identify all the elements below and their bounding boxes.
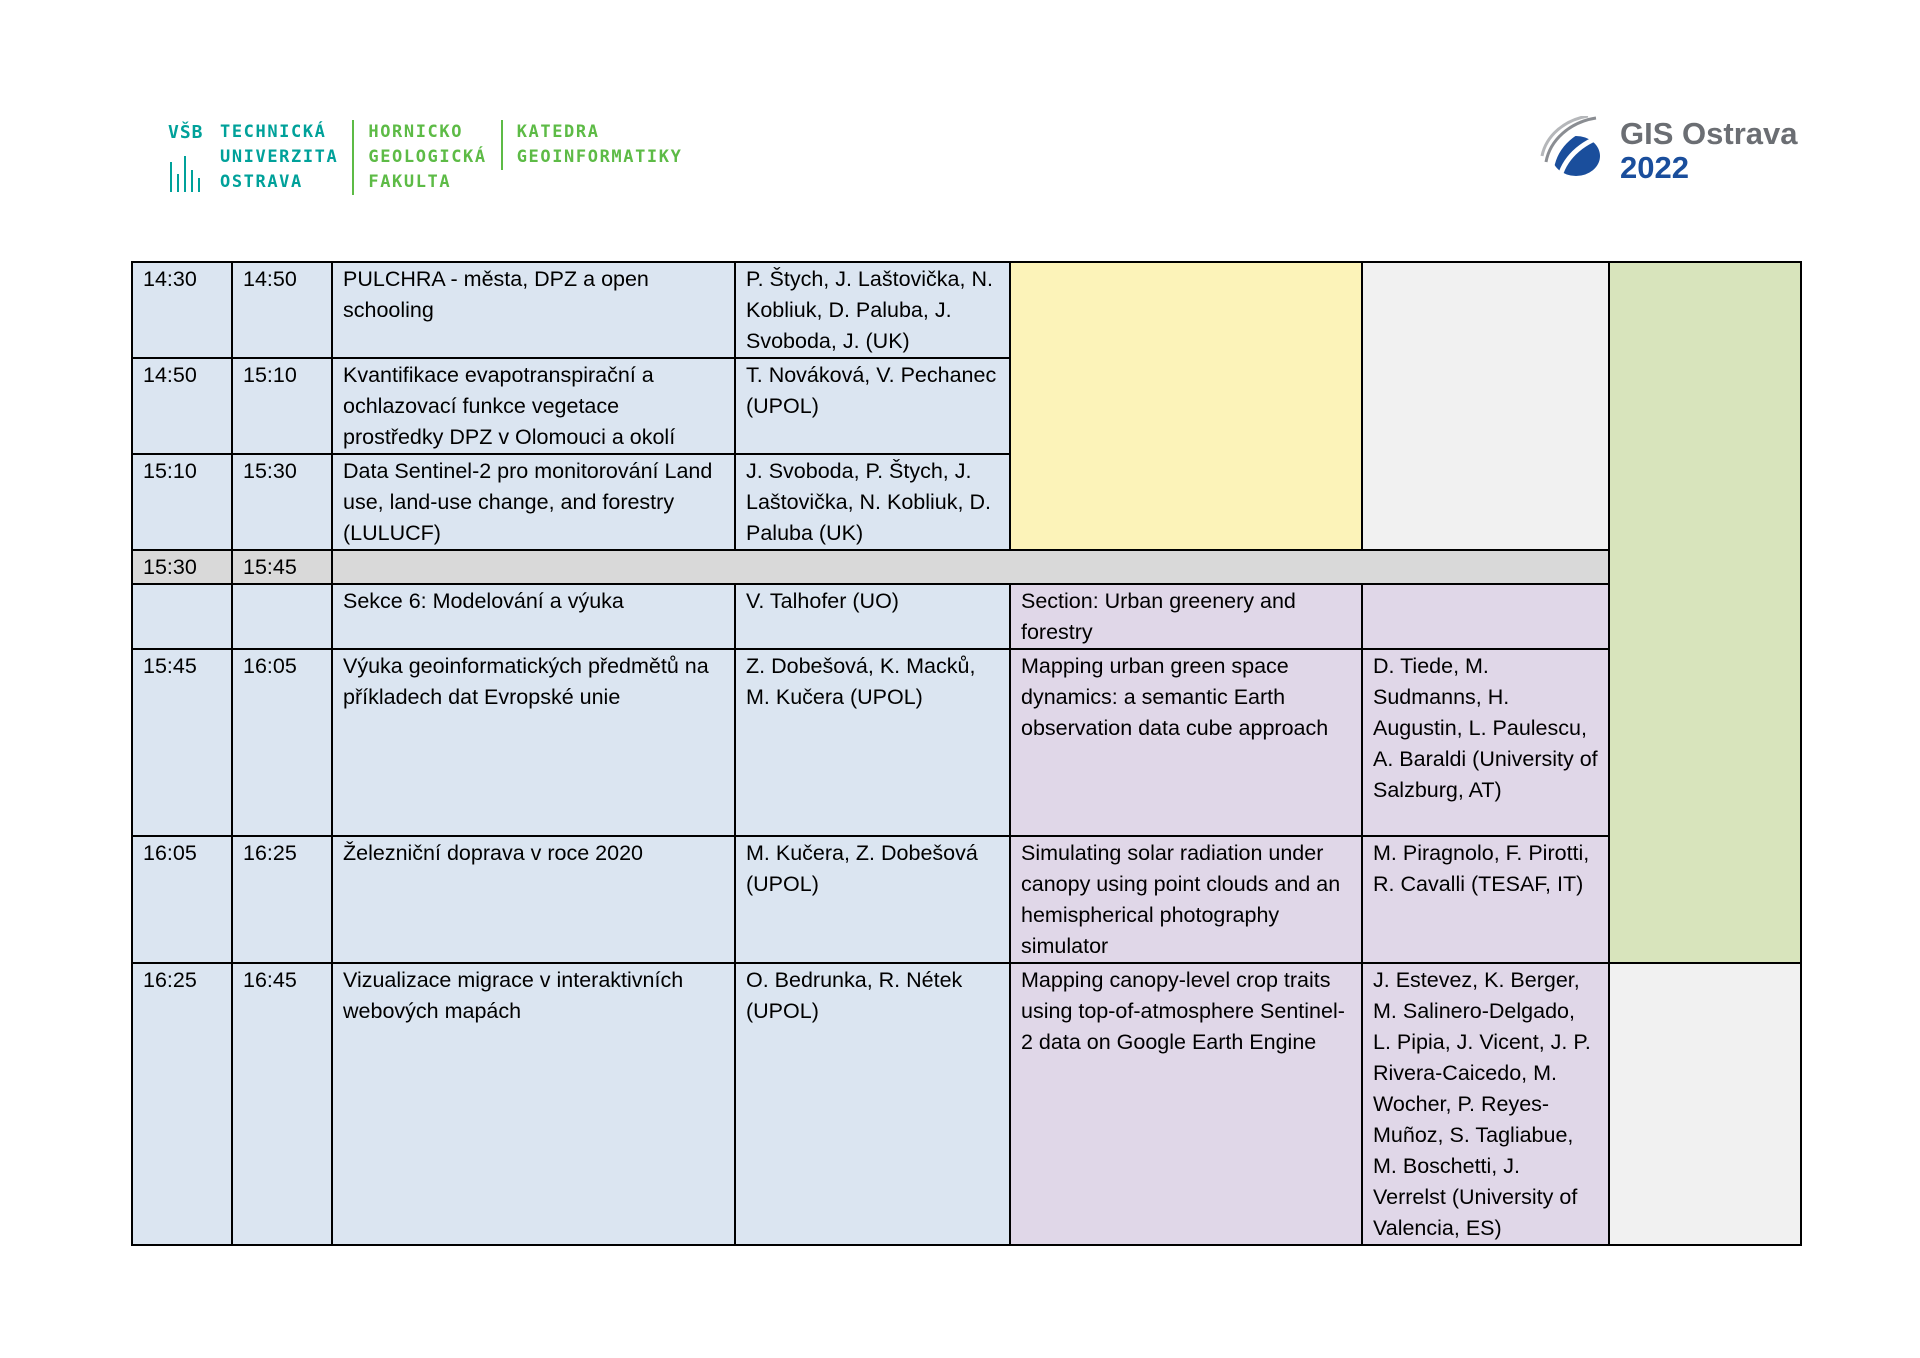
yellow-block — [1010, 262, 1362, 550]
logo-line: GEOINFORMATIKY — [516, 147, 683, 167]
talk-authors-en: D. Tiede, M. Sudmanns, H. Augustin, L. Paulescu, A. Baraldi (University of Salzburg, AT) — [1362, 649, 1609, 836]
section-chair: V. Talhofer (UO) — [735, 584, 1010, 649]
logo-line: OSTRAVA — [220, 172, 303, 192]
session-start-time: 15:10 — [132, 454, 232, 550]
talk-title: Výuka geoinformatických předmětů na příkladech dat Evropské unie — [332, 649, 735, 836]
vsb-logo-university — [206, 120, 352, 195]
break-cell — [332, 550, 1609, 584]
gis-globe-icon — [1540, 116, 1614, 186]
talk-title: Data Sentinel-2 pro monitorování Land use, land-use change, and forestry (LULUCF) — [332, 454, 735, 550]
session-end-time: 16:45 — [232, 963, 332, 1245]
talk-title: PULCHRA - města, DPZ a open schooling — [332, 262, 735, 358]
vsb-logo-department — [501, 120, 697, 170]
session-end-time: 16:05 — [232, 649, 332, 836]
gis-logo-text — [1620, 117, 1797, 185]
table-row — [132, 836, 1801, 963]
session-end-time: 14:50 — [232, 262, 332, 358]
logo-line: UNIVERZITA — [220, 147, 339, 167]
session-end-time — [232, 584, 332, 649]
talk-authors-en: J. Estevez, K. Berger, M. Salinero-Delgado, L. Pipia, J. Vicent, J. P. Rivera-Caicedo, M. Wocher, P. Reyes-Muñoz, S. Tagliabue, M. Boschetti, J. Verrelst (University of Valencia, ES) — [1362, 963, 1609, 1245]
logo-line: KATEDRA — [516, 122, 600, 142]
vsb-abbr: VŠB — [168, 122, 204, 143]
lightgrey-block — [1362, 262, 1609, 550]
talk-authors: O. Bedrunka, R. Nétek (UPOL) — [735, 963, 1010, 1245]
vsb-logo — [168, 120, 696, 196]
session-end-time: 15:30 — [232, 454, 332, 550]
logo-line: TECHNICKÁ — [220, 122, 327, 142]
talk-title: Železniční doprava v roce 2020 — [332, 836, 735, 963]
talk-authors: T. Nováková, V. Pechanec (UPOL) — [735, 358, 1010, 454]
vsb-logo-mark — [168, 120, 206, 196]
vsb-bars-icon — [170, 154, 206, 192]
logo-line: HORNICKO — [368, 122, 464, 142]
section-title-en: Section: Urban greenery and forestry — [1010, 584, 1362, 649]
session-start-time: 15:45 — [132, 649, 232, 836]
session-start-time: 14:50 — [132, 358, 232, 454]
vsb-logo-faculty — [352, 120, 500, 195]
green-block — [1609, 262, 1801, 963]
session-end-time: 15:10 — [232, 358, 332, 454]
talk-title: Kvantifikace evapotranspirační a ochlazovací funkce vegetace prostředky DPZ v Olomouci a okolí — [332, 358, 735, 454]
talk-title-en: Simulating solar radiation under canopy using point clouds and an hemispherical photography simulator — [1010, 836, 1362, 963]
gis-logo-title: GIS Ostrava — [1620, 116, 1798, 151]
break-row — [132, 550, 1801, 584]
talk-title: Vizualizace migrace v interaktivních webových mapách — [332, 963, 735, 1245]
schedule-table — [131, 261, 1802, 1246]
table-row — [132, 262, 1801, 358]
table-row — [132, 649, 1801, 836]
session-start-time: 14:30 — [132, 262, 232, 358]
talk-title-en: Mapping urban green space dynamics: a semantic Earth observation data cube approach — [1010, 649, 1362, 836]
section-chair-en — [1362, 584, 1609, 649]
session-start-time — [132, 584, 232, 649]
session-start-time: 16:05 — [132, 836, 232, 963]
lightgrey-block — [1609, 963, 1801, 1245]
talk-authors: J. Svoboda, P. Štych, J. Laštovička, N. Kobliuk, D. Paluba (UK) — [735, 454, 1010, 550]
logo-line: GEOLOGICKÁ — [368, 147, 487, 167]
talk-authors: Z. Dobešová, K. Macků, M. Kučera (UPOL) — [735, 649, 1010, 836]
talk-title-en: Mapping canopy-level crop traits using top-of-atmosphere Sentinel-2 data on Google Earth Engine — [1010, 963, 1362, 1245]
talk-authors: P. Štych, J. Laštovička, N. Kobliuk, D. Paluba, J. Svoboda, J. (UK) — [735, 262, 1010, 358]
talk-authors: M. Kučera, Z. Dobešová (UPOL) — [735, 836, 1010, 963]
session-start-time: 16:25 — [132, 963, 232, 1245]
table-row — [132, 963, 1801, 1245]
talk-authors-en: M. Piragnolo, F. Pirotti, R. Cavalli (TESAF, IT) — [1362, 836, 1609, 963]
section-title: Sekce 6: Modelování a výuka — [332, 584, 735, 649]
logo-line: FAKULTA — [368, 172, 452, 192]
break-end-time: 15:45 — [232, 550, 332, 584]
break-start-time: 15:30 — [132, 550, 232, 584]
session-end-time: 16:25 — [232, 836, 332, 963]
section-header-row — [132, 584, 1801, 649]
gis-ostrava-logo — [1540, 116, 1797, 186]
gis-logo-year: 2022 — [1620, 150, 1689, 185]
